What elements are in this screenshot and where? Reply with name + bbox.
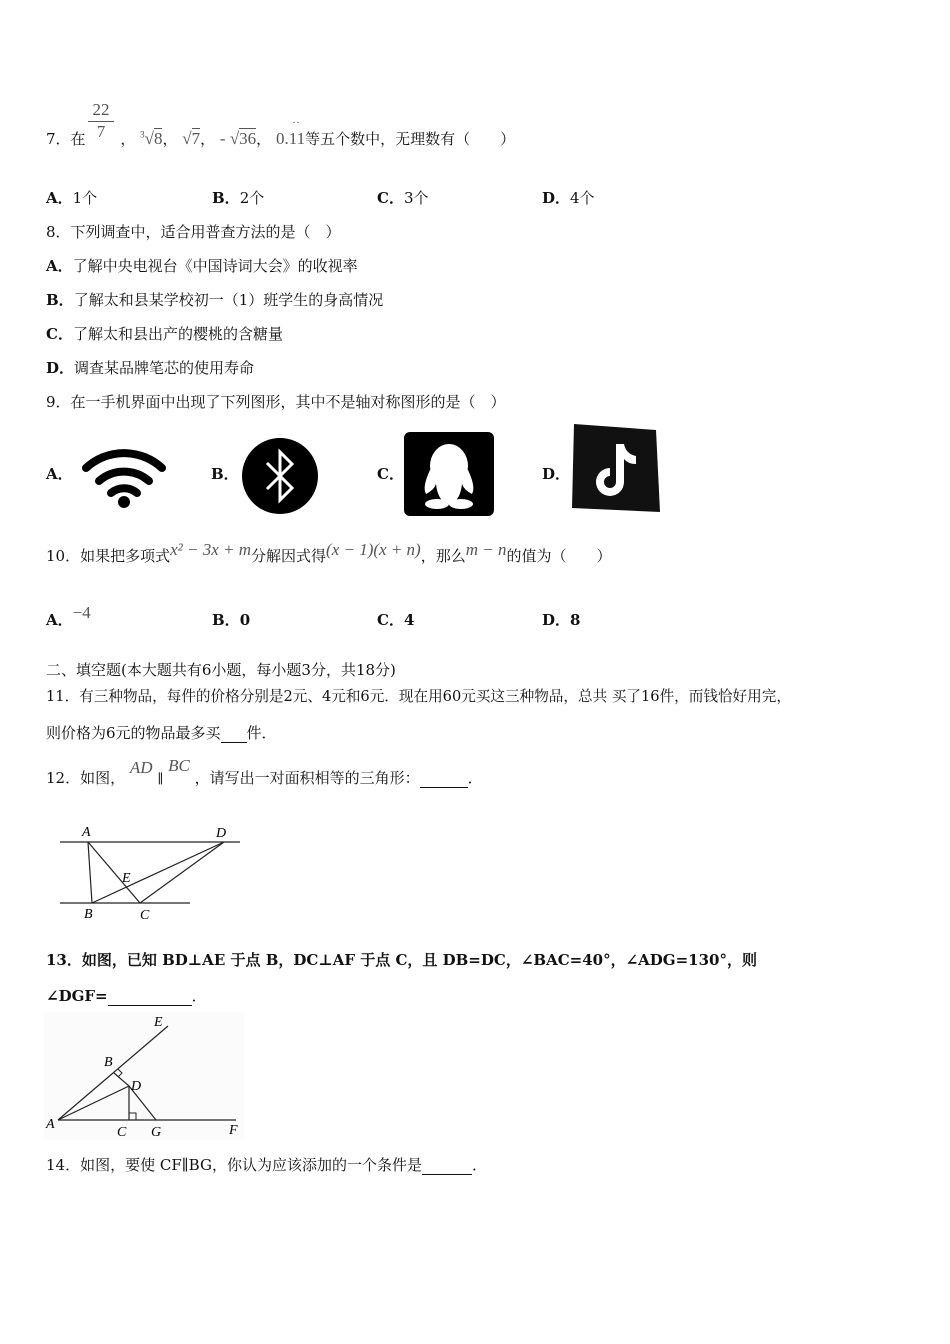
q12-label-d: D (216, 826, 227, 841)
q7-option-a[interactable]: A．1个 (46, 189, 98, 207)
q7-option-c[interactable]: C．3个 (377, 189, 429, 207)
q7-option-d[interactable]: D．4个 (542, 189, 595, 207)
q7-prefix: 7．在 (46, 130, 86, 148)
q13-label-e: E (154, 1015, 163, 1030)
q9-stem: 9．在一手机界面中出现了下列图形，其中不是轴对称图形的是（ ） (46, 393, 506, 411)
q8-stem: 8．下列调查中，适合用普查方法的是（ ） (46, 223, 341, 241)
q10-polynomial: x² − 3x + m (170, 540, 252, 559)
q7-sqrt7: √7 (182, 129, 201, 148)
q12-label-c: C (140, 908, 150, 923)
q13-label-b: B (104, 1055, 113, 1070)
q13-figure (44, 1012, 249, 1142)
q7-neg-sqrt36: - √36 (219, 129, 257, 148)
q10-stem (46, 540, 612, 566)
q14-stem: 14．如图，要使 CF∥BG，你认为应该添加的一个条件是 ． (46, 1156, 487, 1174)
q11-answer-blank[interactable] (221, 724, 247, 743)
q7-frac-den: 7 (96, 122, 106, 141)
q8-option-b[interactable]: B．了解太和县某学校初一（1）班学生的身高情况 (46, 291, 384, 309)
q12-label-e: E (122, 871, 131, 886)
q12-figure (48, 820, 248, 926)
q7-cbrt8: $^3$√8 (140, 129, 163, 148)
q10-mid: 分解因式得 (251, 547, 327, 565)
q10-prefix: 10．如果把多项式 (46, 547, 171, 565)
q10-option-d[interactable]: D．8 (542, 611, 581, 629)
wifi-icon (80, 444, 168, 510)
q13-label-c: C (117, 1125, 127, 1140)
q13-line2: ∠DGF= ． (46, 987, 207, 1005)
q12-stem: 12．如图， AD ∥ BC ，请写出一对面积相等的三角形： ． (46, 756, 483, 787)
q9-option-c-label[interactable]: C． (377, 465, 404, 483)
q13-label-a: A (46, 1117, 55, 1132)
q10-option-a[interactable]: A．−4 (46, 603, 91, 629)
q12-label-a: A (82, 825, 91, 840)
q12-label-b: B (84, 907, 93, 922)
q11-line2: 则价格为6元的物品最多买 件． (46, 724, 277, 742)
q8-option-a[interactable]: A．了解中央电视台《中国诗词大会》的收视率 (46, 257, 358, 275)
q8-option-d[interactable]: D．调查某品牌笔芯的使用寿命 (46, 359, 255, 377)
q13-label-d: D (131, 1079, 142, 1094)
q7-decimal: 0.11 ·· (275, 115, 306, 148)
q9-option-a-label[interactable]: A． (46, 465, 73, 483)
q7-option-b[interactable]: B．2个 (212, 189, 265, 207)
q12-answer-blank[interactable] (420, 769, 468, 788)
q12-parallel: ∥ (157, 772, 164, 787)
q12-seg-bc: BC (168, 756, 190, 775)
q7-suffix: 等五个数中，无理数有（ ） (305, 130, 516, 148)
q7-stem: 7．在 ， $^3$√8， √7， - √36， 0.11 ·· 等五个数中，无理数有（ ） (46, 115, 516, 148)
section-title: 二、填空题(本大题共有6小题，每小题3分，共18分) (46, 661, 396, 679)
q12-seg-ad: AD (129, 758, 153, 777)
q13-line1: 13．如图，已知 BD⊥AE 于点 B，DC⊥AF 于点 C，且 DB=DC，∠BAC=40°，∠ADG=130°，则 (46, 951, 757, 969)
tiktok-icon (570, 422, 662, 514)
q10-mid2: ，那么 (420, 547, 466, 565)
bluetooth-icon (240, 436, 320, 516)
q10-option-b[interactable]: B．0 (212, 611, 251, 629)
q13-answer-blank[interactable] (108, 987, 192, 1006)
q13-label-g: G (151, 1125, 162, 1140)
q9-option-b-label[interactable]: B． (211, 465, 239, 483)
q10-factored: (x − 1)(x + n) (326, 540, 421, 559)
q10-suffix: 的值为（ ） (506, 547, 612, 565)
qq-penguin-icon (404, 432, 494, 516)
q11-line1: 11．有三种物品，每件的价格分别是2元、4元和6元．现在用60元买这三种物品，总共 买了16件，而钱恰好用完， (46, 688, 791, 705)
q7-frac-num: 22 (92, 100, 110, 119)
q10-option-c[interactable]: C．4 (377, 611, 415, 629)
q8-option-c[interactable]: C．了解太和县出产的樱桃的含糖量 (46, 325, 283, 343)
q14-answer-blank[interactable] (422, 1156, 472, 1175)
q10-expression: m − n (465, 540, 507, 559)
q13-label-f: F (229, 1123, 238, 1138)
q9-option-d-label[interactable]: D． (542, 465, 571, 483)
